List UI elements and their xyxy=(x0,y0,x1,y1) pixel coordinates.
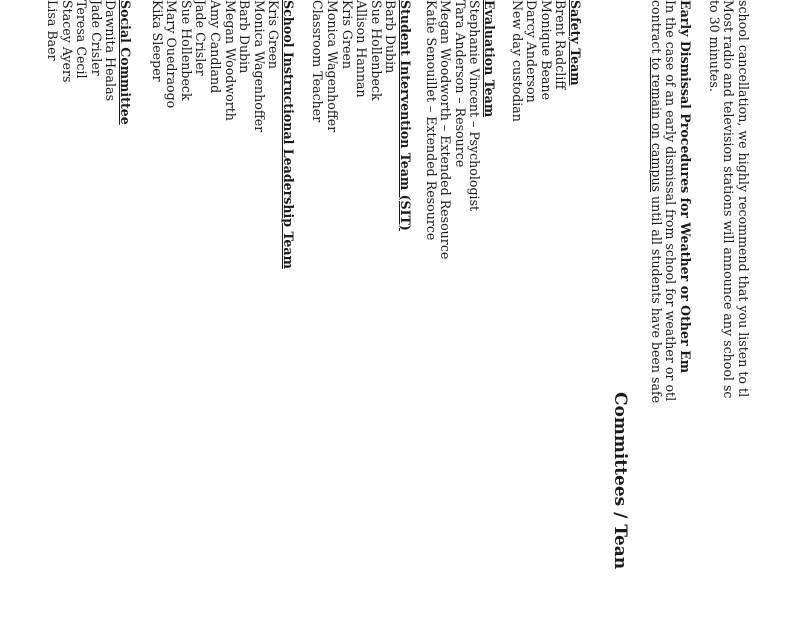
team-member: Darcy Anderson xyxy=(524,0,540,103)
team-member: Tara Anderson – Resource xyxy=(452,0,468,168)
team-member: Sue Hollenbeck xyxy=(368,0,384,101)
early-dismissal-section xyxy=(648,0,692,403)
team-member: Jade Crisler xyxy=(193,0,209,76)
team-heading: Social Committee xyxy=(118,0,133,125)
team-member: Teresa Cecil xyxy=(74,0,90,79)
intro-line: school cancellation, we highly recommend that you listen to tl xyxy=(736,0,751,398)
team-member: Amy Candland xyxy=(208,0,224,94)
team-member: Barb Dubin xyxy=(383,0,399,74)
team-member: New day custodian xyxy=(509,0,525,122)
team-member: Stacey Ayers xyxy=(59,0,75,83)
intro-line: Most radio and television stations will announce any school sc xyxy=(721,0,737,399)
early-dismissal-text: until all students have been safe xyxy=(648,192,664,404)
team-heading: Safety Team xyxy=(568,0,583,86)
team-member: Stephanie Vincent – Psychologist xyxy=(467,0,483,212)
early-dismissal-heading: Early Dismissal Procedures for Weather or Other Em xyxy=(678,0,693,374)
page-title: Committees / Tean xyxy=(610,392,630,570)
team-member: Barb Dubin xyxy=(237,0,253,74)
team-member: Monica Wagenhoffer xyxy=(251,0,267,133)
team-section xyxy=(509,0,582,122)
team-member: Brent Radcliff xyxy=(553,0,569,90)
team-member: Kris Green xyxy=(266,0,282,70)
team-member: Allison Hannan xyxy=(354,0,370,98)
team-heading: School Instructional Leadership Team xyxy=(281,0,296,269)
team-member: Mary Ouedraogo xyxy=(164,0,180,109)
team-member: Jade Crisler xyxy=(88,0,104,76)
team-member: Monique Beane xyxy=(538,0,554,101)
early-dismissal-line xyxy=(648,0,663,403)
team-section xyxy=(310,0,412,231)
team-member: Katie Senouillet – Extended Resource xyxy=(423,0,439,241)
team-member: Megan Woodworth xyxy=(222,0,238,121)
team-heading: Evaluation Team xyxy=(482,0,497,118)
team-member: Megan Woodworth – Extended Resource xyxy=(438,0,454,260)
intro-line: to 30 minutes. xyxy=(706,0,722,92)
team-heading: Student Intervention Team (SIT) xyxy=(398,0,413,231)
intro-paragraph xyxy=(706,0,750,398)
team-member: Lisa Baer xyxy=(45,0,61,61)
early-dismissal-text-underlined: campus xyxy=(648,142,664,193)
team-section xyxy=(423,0,496,259)
team-member: Dawnita Healas xyxy=(103,0,119,102)
early-dismissal-text-underlined: to remain on xyxy=(648,57,664,143)
team-member: Kris Green xyxy=(339,0,355,70)
team-member: Kika Sleeper xyxy=(149,0,165,82)
team-section xyxy=(149,0,295,269)
team-member: Monica Wagenhoffer xyxy=(325,0,341,133)
team-section xyxy=(44,0,132,125)
team-member: Sue Hollenbeck xyxy=(178,0,194,101)
early-dismissal-text: contract xyxy=(648,0,664,58)
early-dismissal-line: In the case of an early dismissal from school for weather or otl xyxy=(663,0,679,402)
team-member: Classroom Teacher xyxy=(310,0,326,123)
